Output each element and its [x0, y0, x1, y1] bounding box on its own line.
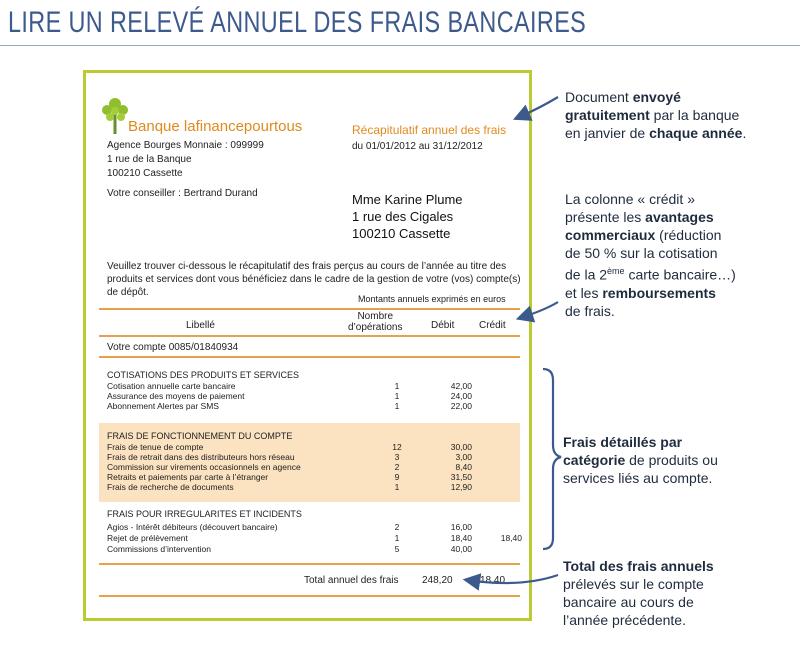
row-debit: 16,00 — [450, 522, 472, 532]
annotation-document-sent — [565, 88, 746, 142]
annot-bold: catégorie — [563, 452, 626, 468]
row-debit: 8,40 — [455, 462, 472, 472]
category-title: FRAIS DE FONCTIONNEMENT DU COMPTE — [107, 431, 293, 441]
annot-bold: Total des frais annuels — [563, 558, 714, 574]
client-address — [352, 191, 463, 242]
annot-bold: envoyé — [632, 89, 681, 105]
annot-sup: ème — [607, 266, 625, 276]
table-top-rule — [99, 308, 520, 310]
row-label: Assurance des moyens de paiement — [107, 391, 245, 401]
row-label: Cotisation annuelle carte bancaire — [107, 381, 236, 391]
table-row — [107, 401, 517, 412]
annot-text: de 50 % sur la cotisation — [565, 245, 718, 261]
row-label: Agios - Intérêt débiteurs (découvert bancaire) — [107, 522, 278, 532]
table-row — [107, 482, 517, 493]
column-header-nombre — [348, 311, 402, 333]
column-header-nombre-line1: Nombre — [357, 311, 394, 322]
agency-line: Agence Bourges Monnaie : 099999 — [107, 140, 264, 151]
row-debit: 42,00 — [450, 381, 472, 391]
page-title: LIRE UN RELEVÉ ANNUEL DES FRAIS BANCAIRES — [8, 6, 587, 39]
row-count: 5 — [394, 544, 400, 554]
table-bottom-rule — [99, 595, 520, 597]
annot-text: de la 2 — [565, 266, 608, 283]
row-count: 1 — [394, 381, 400, 391]
row-debit: 12,90 — [450, 482, 472, 492]
agency-line: 1 rue de la Banque — [107, 154, 192, 165]
recap-title: Récapitulatif annuel des frais — [352, 123, 507, 137]
row-count: 1 — [394, 533, 400, 543]
column-header-libelle: Libellé — [186, 320, 215, 331]
agency-address — [107, 139, 264, 181]
row-label: Frais de recherche de documents — [107, 482, 234, 492]
bank-subtitle: lafinancepourtous — [183, 118, 303, 135]
client-line: Mme Karine Plume — [352, 192, 463, 207]
agency-line: 100210 Cassette — [107, 168, 183, 179]
annot-text: prélevés sur le compte — [563, 576, 704, 592]
bank-name — [128, 118, 302, 135]
annotation-total-fees — [563, 557, 714, 629]
header-bottom-rule — [99, 335, 520, 337]
column-header-debit: Débit — [431, 320, 455, 331]
row-label: Commission sur virements occasionnels en agence — [107, 462, 301, 472]
advisor: Votre conseiller : Bertrand Durand — [107, 188, 258, 199]
period: du 01/01/2012 au 31/12/2012 — [352, 141, 483, 152]
client-line: 100210 Cassette — [352, 226, 451, 241]
curly-brace-icon — [543, 369, 561, 549]
row-label: Frais de retrait dans des distributeurs hors réseau — [107, 452, 295, 462]
row-debit: 22,00 — [450, 401, 472, 411]
annot-text: présente les — [565, 209, 646, 225]
tree-logo-icon — [101, 96, 129, 136]
row-debit: 24,00 — [450, 391, 472, 401]
row-count: 12 — [392, 442, 402, 452]
annot-text: services liés au compte. — [563, 470, 713, 486]
annot-text: en janvier de — [565, 125, 650, 141]
total-credit: 18,40 — [480, 575, 506, 586]
row-count: 9 — [394, 472, 400, 482]
annot-text: de frais. — [565, 302, 615, 319]
column-header-nombre-line2: d’opérations — [348, 322, 403, 333]
intro-text: Veuillez trouver ci-dessous le récapitulatif des frais perçus au cours de l’année au titre des produits et services dont vous bénéficiez dans le cadre de la gestion de votre (vos) compte(s) de dépôt. — [107, 261, 521, 298]
account-number: Votre compte 0085/01840934 — [107, 342, 239, 353]
annot-text: par la banque — [649, 107, 740, 123]
row-label: Rejet de prélèvement — [107, 533, 188, 543]
bank-word: Banque — [128, 118, 180, 135]
annot-bold: remboursements — [602, 284, 716, 301]
total-debit: 248,20 — [422, 575, 453, 586]
annot-text: et les — [565, 284, 603, 301]
annot-bold: avantages — [645, 209, 714, 225]
row-label: Frais de tenue de compte — [107, 442, 204, 452]
annot-text: . — [742, 125, 747, 141]
amount-note: Montants annuels exprimés en euros — [358, 294, 506, 304]
annot-bold: chaque année — [649, 125, 743, 141]
row-debit: 31,50 — [450, 472, 472, 482]
row-count: 1 — [394, 401, 400, 411]
table-row — [107, 533, 522, 544]
annot-text: l’année précédente. — [563, 612, 686, 628]
annot-bold: gratuitement — [565, 107, 650, 123]
annotation-detailed-fees — [563, 433, 718, 487]
annot-text: (réduction — [655, 227, 722, 243]
row-debit: 3,00 — [455, 452, 472, 462]
row-count: 2 — [394, 462, 400, 472]
row-debit: 30,00 — [450, 442, 472, 452]
title-divider — [0, 45, 800, 46]
row-label: Retraits et paiements par carte à l’étranger — [107, 472, 269, 482]
row-label: Abonnement Alertes par SMS — [107, 401, 219, 411]
annot-text: carte bancaire…) — [624, 266, 736, 283]
category-title: FRAIS POUR IRREGULARITES ET INCIDENTS — [107, 509, 302, 519]
row-debit: 18,40 — [450, 533, 472, 543]
annot-bold: Frais détaillés par — [563, 434, 683, 450]
total-rule — [99, 563, 520, 565]
row-count: 1 — [394, 482, 400, 492]
statement-document — [83, 70, 532, 621]
annot-text: de produits ou — [625, 452, 718, 468]
account-rule — [99, 356, 520, 358]
row-label: Commissions d’intervention — [107, 544, 211, 554]
annotation-credit-column — [565, 190, 736, 320]
annot-text: Document — [565, 89, 633, 105]
column-header-credit: Crédit — [479, 320, 506, 331]
table-row — [107, 522, 517, 533]
total-label: Total annuel des frais — [304, 575, 399, 586]
annot-text: La colonne « crédit » — [565, 191, 695, 207]
category-title: COTISATIONS DES PRODUITS ET SERVICES — [107, 370, 300, 380]
row-count: 1 — [394, 391, 400, 401]
table-row — [107, 544, 517, 555]
row-count: 3 — [394, 452, 400, 462]
annot-text: bancaire au cours de — [563, 594, 694, 610]
client-line: 1 rue des Cigales — [352, 209, 454, 224]
row-credit: 18,40 — [500, 533, 522, 543]
row-debit: 40,00 — [450, 544, 472, 554]
annot-bold: commerciaux — [565, 227, 656, 243]
row-count: 2 — [394, 522, 400, 532]
